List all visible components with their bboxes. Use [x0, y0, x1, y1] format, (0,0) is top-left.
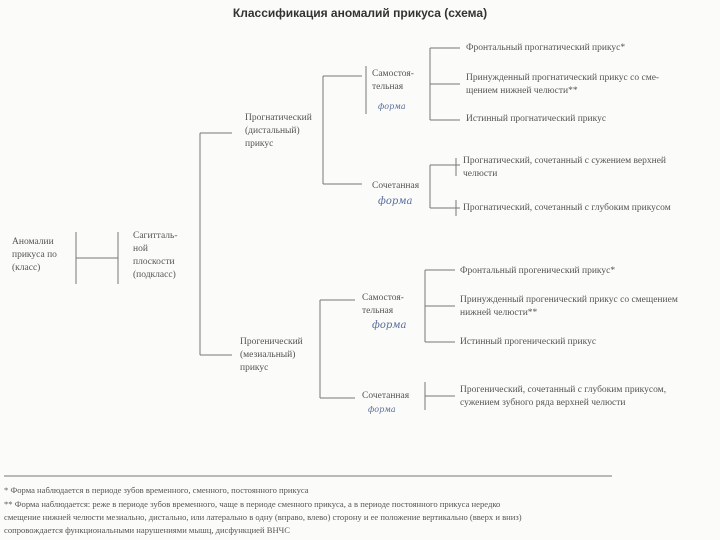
progenic-combined-item-1-line1: Прогенический, сочетанный с глубоким прикусом,: [460, 385, 667, 395]
progenic-label-line3: прикус: [240, 363, 269, 373]
sagittal-label-line3: плоскости: [133, 257, 175, 267]
prognathic-item-2-line2: щением нижней челюсти**: [466, 86, 578, 96]
prognathic-label-line2: (дистальный): [245, 126, 300, 136]
prognathic-independent-line2: тельная: [372, 82, 404, 92]
prognathic-combined-item-1-line1: Прогнатический, сочетанный с сужением верхней: [463, 156, 667, 166]
prognathic-combined-note: форма: [378, 196, 413, 207]
root-label-line1: Аномалии: [12, 237, 54, 247]
footnote-2-line3: сопровождается функциональными нарушениями мышц, дисфункцией ВНЧС: [4, 525, 290, 535]
prognathic-item-1: Фронтальный прогнатический прикус*: [466, 43, 626, 53]
prognathic-combined-item-2: Прогнатический, сочетанный с глубоким прикусом: [463, 203, 671, 213]
prognathic-combined-label: Сочетанная: [372, 181, 420, 191]
footnote-2-line2: смещение нижней челюсти мезиально, дистально, или латерально в одну (вправо, влево) сторону и ее положение вертикально (вверх и вниз): [4, 512, 522, 522]
prognathic-item-3: Истинный прогнатический прикус: [466, 114, 607, 124]
progenic-item-2-line1: Принужденный прогенический прикус со смещением: [460, 295, 678, 305]
progenic-combined-label: Сочетанная: [362, 391, 410, 401]
progenic-combined-item-1-line2: сужением зубного ряда верхней челюсти: [460, 398, 626, 408]
progenic-item-1: Фронтальный прогенический прикус*: [460, 266, 616, 276]
progenic-item-2-line2: нижней челюсти**: [460, 308, 538, 318]
progenic-label-line2: (мезиальный): [240, 350, 296, 360]
prognathic-independent-line1: Самостоя-: [372, 69, 414, 79]
progenic-independent-line1: Самостоя-: [362, 293, 404, 303]
sagittal-label-line2: ной: [133, 244, 148, 254]
prognathic-label-line3: прикус: [245, 139, 274, 149]
page-title: Классификация аномалий прикуса (схема): [232, 6, 488, 20]
footnote-1: * Форма наблюдается в периоде зубов временного, сменного, постоянного прикуса: [4, 485, 309, 495]
root-label-line3: (класс): [12, 263, 41, 273]
progenic-independent-note: форма: [372, 320, 407, 331]
footnote-2-line1: ** Форма наблюдается: реже в периоде зубов временного, чаще в периоде сменного прикуса, а в периоде постоянного прикуса нередко: [4, 499, 501, 509]
progenic-item-3: Истинный прогенический прикус: [460, 337, 597, 347]
root-label-line2: прикуса по: [12, 250, 57, 260]
sagittal-label-line1: Сагитталь-: [133, 231, 178, 241]
sagittal-label-line4: (подкласс): [133, 270, 176, 280]
progenic-combined-note: форма: [368, 405, 396, 414]
prognathic-combined-item-1-line2: челюсти: [463, 169, 498, 179]
prognathic-item-2-line1: Принужденный прогнатический прикус со сме-: [466, 73, 660, 83]
prognathic-independent-note: форма: [378, 102, 406, 111]
progenic-label-line1: Прогенический: [240, 337, 303, 347]
progenic-independent-line2: тельная: [362, 306, 394, 316]
prognathic-label-line1: Прогнатический: [245, 113, 312, 123]
